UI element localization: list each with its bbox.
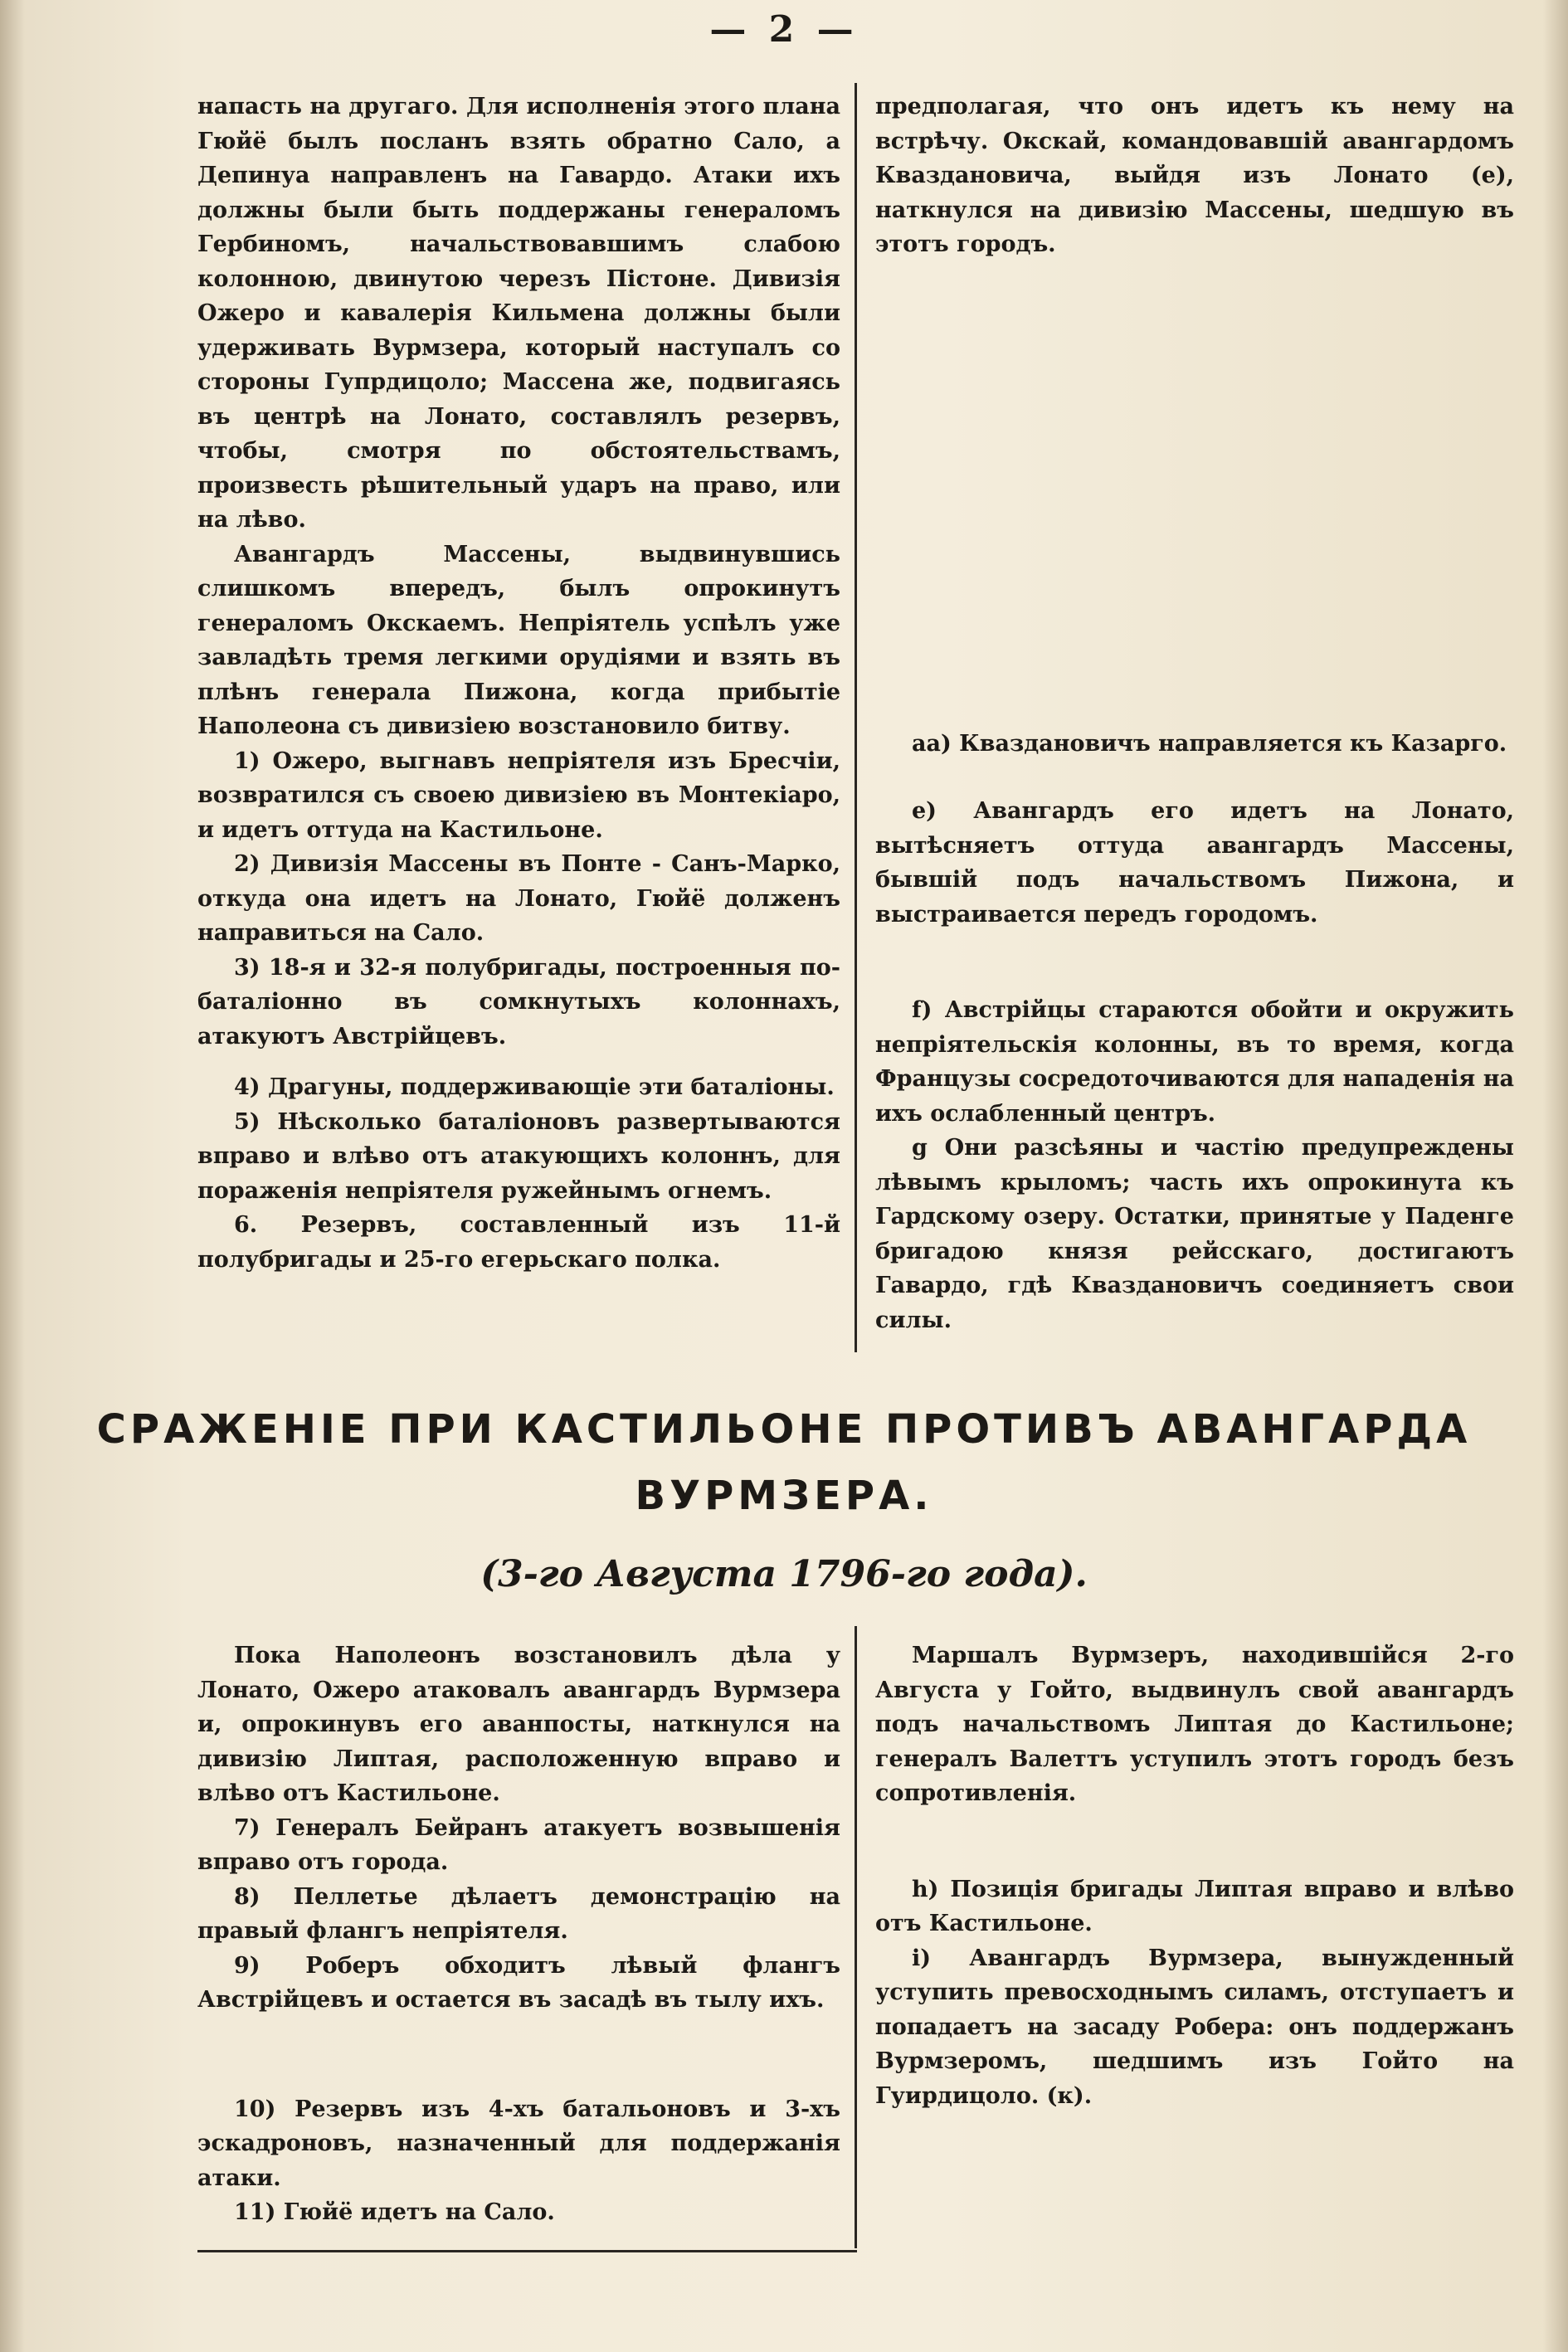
paragraph: напасть на другаго. Для исполненія этого плана Гюйё былъ посланъ взять обратно Сало, а Депинуа направленъ на Гавардо. Атаки ихъ должны были быть поддержаны генераломъ Гербиномъ, начальствовавшимъ слабою колонною, двинутою черезъ Пістоне. Дивизія Ожеро и кавалерія Кильмена должны были удерживать Вурмзера, который наступалъ со стороны Гупрдицоло; Массена же, подвигаясь въ центрѣ на Лонато, составлялъ резервъ, чтобы, смотря по обстоятельствамъ, произвесть рѣшительный ударъ на право, или на лѣво. — [197, 94, 840, 533]
paragraph: 6. Резервъ, составленный изъ 11-й полубригады и 25-го егерьскаго полка. — [197, 1212, 840, 1273]
paragraph: i) Авангардъ Вурмзера, вынужденный уступить превосходнымъ силамъ, отступаетъ и попадаетъ на засаду Робера: онъ поддержанъ Вурмзеромъ, шедшимъ изъ Гойто на Гуирдицоло. (к). — [875, 1945, 1514, 2109]
paragraph: 7) Генералъ Бейранъ атакуетъ возвышенія вправо отъ города. — [197, 1814, 840, 1875]
paragraph: 11) Гюйё идетъ на Сало. — [234, 2199, 555, 2225]
paragraph: предполагая, что онъ идетъ къ нему на встрѣчу. Окскай, командовавшій авангардомъ Кваздановича, выйдя изъ Лонато (е), наткнулся на дивизію Массены, шедшую въ этотъ городъ. — [875, 94, 1514, 257]
paragraph: Авангардъ Массены, выдвинувшись слишкомъ впередъ, былъ опрокинутъ генераломъ Окскаемъ. Непріятель успѣлъ уже завладѣть тремя легкими орудіями и взять въ плѣнъ генерала Пижона, когда прибытіе Наполеона съ дивизіею возстановило битву. — [197, 541, 840, 739]
section-title-line-2: ВУРМЗЕРА. — [635, 1473, 933, 1519]
paragraph: g Они разсѣяны и частію предупреждены лѣвымъ крыломъ; часть ихъ опрокинута къ Гардскому озеру. Остатки, принятые у Паденге бригадою князя рейсскаго, достигаютъ Гавардо, гдѣ Кваздановичъ соединяетъ свои силы. — [875, 1135, 1514, 1333]
paragraph: 5) Нѣсколько баталіоновъ развертываются вправо и влѣво отъ атакующихъ колоннъ, для пораженія непріятеля ружейнымъ огнемъ. — [197, 1108, 840, 1204]
section-date: (3-го Августа 1796-го года). — [480, 1553, 1088, 1595]
bottom-rule — [197, 2250, 857, 2252]
paragraph: h) Позиція бригады Липтая вправо и влѣво отъ Кастильоне. — [875, 1876, 1514, 1936]
column-divider — [855, 83, 857, 1352]
paragraph: аа) Кваздановичъ направляется къ Казарго. — [912, 730, 1507, 757]
paragraph: 8) Пеллетье дѣлаетъ демонстрацію на правый флангъ непріятеля. — [197, 1883, 840, 1944]
paragraph: 9) Роберъ обходитъ лѣвый флангъ Австрійцевъ и остается въ засадѣ въ тылу ихъ. — [197, 1952, 840, 2013]
paragraph: f) Австрійцы стараются обойти и окружить непріятельскія колонны, въ то время, когда Французы сосредоточиваются для нападенія на ихъ ослабленный центръ. — [875, 997, 1514, 1127]
paragraph: 4) Драгуны, поддерживающіе эти баталіоны. — [234, 1074, 835, 1100]
column-divider — [855, 1626, 857, 2248]
paragraph: 10) Резервъ изъ 4-хъ батальоновъ и 3-хъ эскадроновъ, назначенный для поддержанія атаки. — [197, 2096, 840, 2191]
section-title-line-1: СРАЖЕНІЕ ПРИ КАСТИЛЬОНЕ ПРОТИВЪ АВАНГАРДА — [96, 1406, 1472, 1453]
upper-left-column — [197, 90, 840, 1277]
paragraph: 2) Дивизія Массены въ Понте - Санъ-Марко, откуда она идетъ на Лонато, Гюйё долженъ направиться на Сало. — [197, 851, 840, 946]
paragraph: 1) Ожеро, выгнавъ непріятеля изъ Бресчіи, возвратился съ своею дивизіею въ Монтекіаро, и идетъ оттуда на Кастильоне. — [197, 747, 840, 843]
lower-right-column — [875, 1639, 1514, 2113]
page-number: — 2 — — [709, 8, 859, 51]
upper-right-column — [875, 90, 1514, 1337]
paragraph: 3) 18-я и 32-я полубригады, построенныя по-баталіонно въ сомкнутыхъ колоннахъ, атакуютъ Австрійцевъ. — [197, 954, 840, 1049]
lower-left-column — [197, 1639, 840, 2230]
paragraph: Пока Наполеонъ возстановилъ дѣла у Лонато, Ожеро атаковалъ авангардъ Вурмзера и, опрокинувъ его аванпосты, наткнулся на дивизію Липтая, расположенную вправо и влѣво отъ Кастильоне. — [197, 1643, 840, 1806]
paragraph: е) Авангардъ его идетъ на Лонато, вытѣсняетъ оттуда авангардъ Массены, бывшій подъ начальствомъ Пижона, и выстраивается передъ городомъ. — [875, 798, 1514, 928]
left-edge-shadow — [0, 0, 25, 2352]
paragraph: Маршалъ Вурмзеръ, находившійся 2-го Августа у Гойто, выдвинулъ свой авангардъ подъ начальствомъ Липтая до Кастильоне; генералъ Валеттъ уступилъ этотъ городъ безъ сопротивленія. — [875, 1643, 1514, 1806]
right-edge-shadow — [1543, 0, 1568, 2352]
